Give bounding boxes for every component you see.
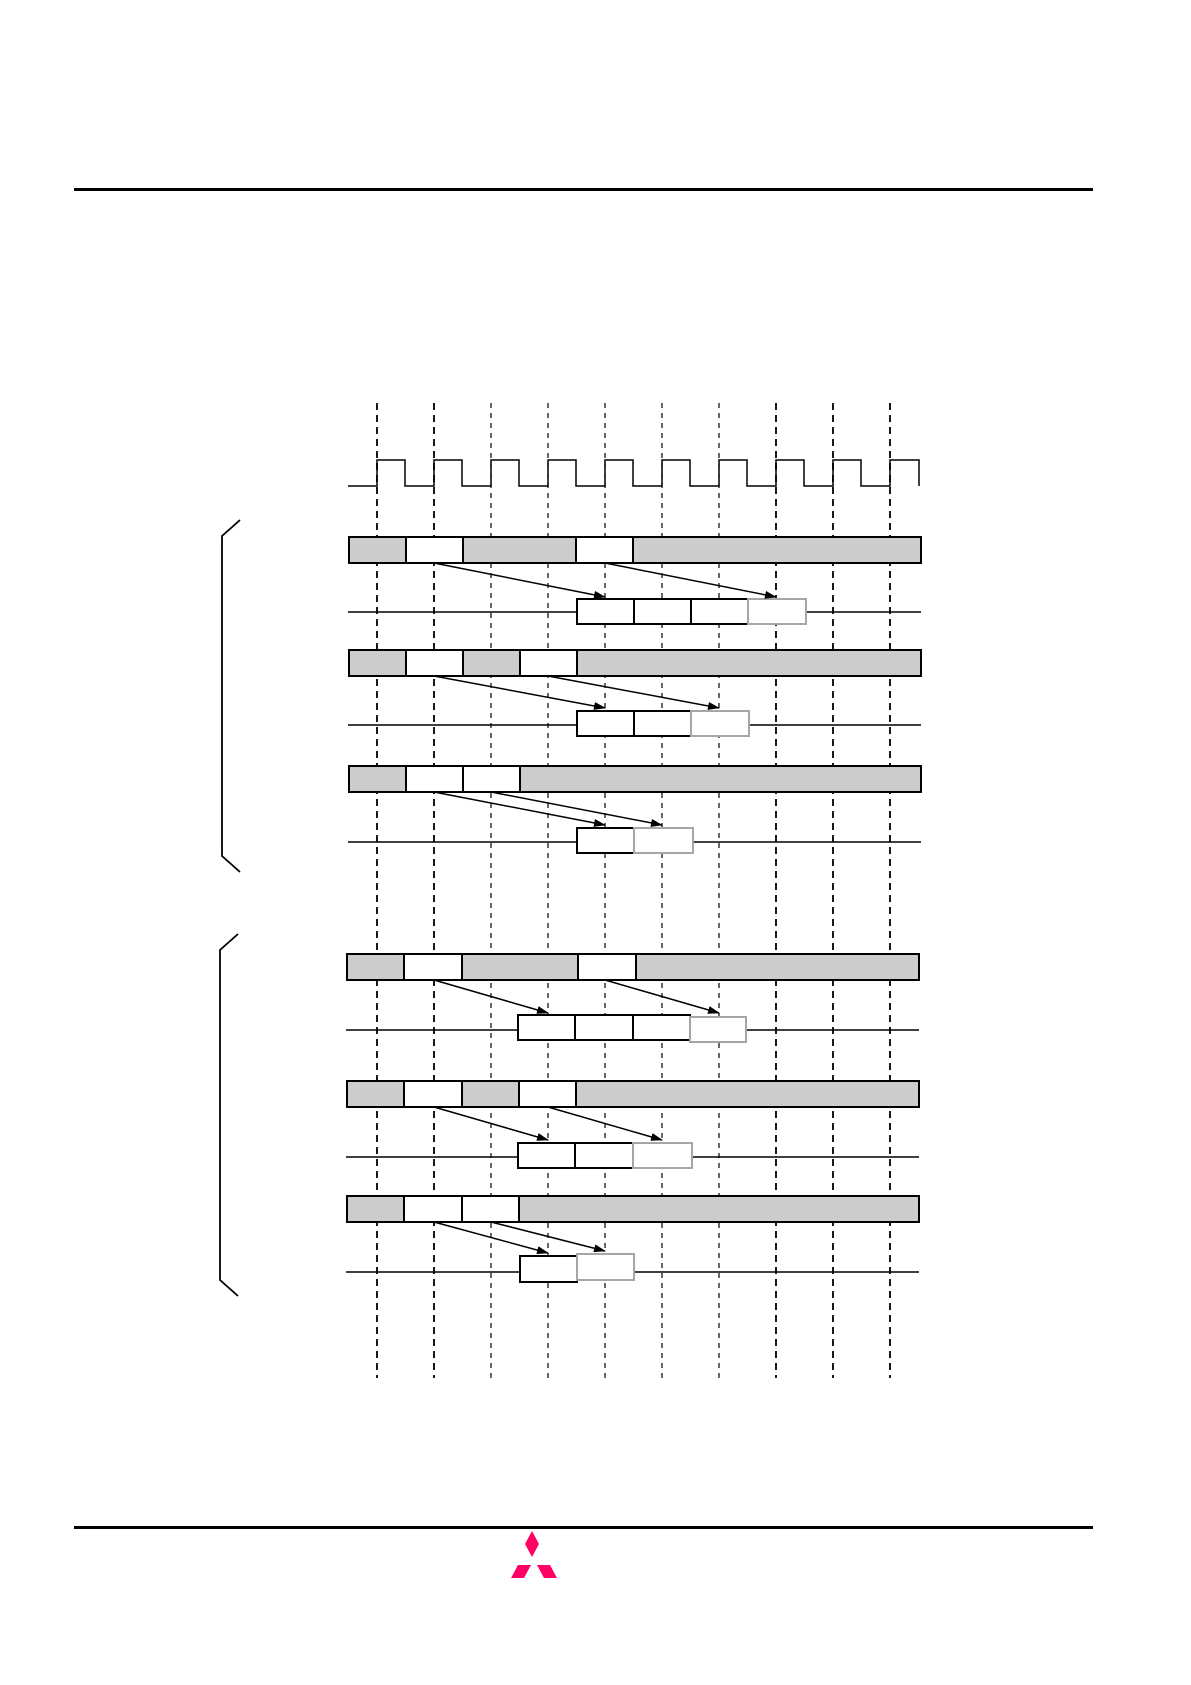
bus-segment: [404, 954, 462, 980]
group-bracket: [220, 934, 238, 1296]
bus-segment: [462, 1081, 519, 1107]
output-cell: [577, 711, 634, 736]
bus-row: [349, 766, 921, 792]
bus-segment: [349, 766, 406, 792]
output-cell: [518, 1015, 575, 1040]
three-diamond-logo-icon: [500, 1530, 564, 1586]
transfer-arrow: [434, 563, 605, 597]
group-bracket: [222, 520, 240, 872]
transfer-arrow: [548, 676, 719, 708]
output-cell: [518, 1143, 575, 1168]
bus-row: [349, 537, 921, 563]
transfer-arrow: [605, 563, 776, 597]
output-cell: [520, 1256, 577, 1282]
output-cell-faded: [748, 599, 806, 624]
bus-segment: [463, 766, 520, 792]
bus-segment: [406, 537, 463, 563]
output-cell: [633, 1015, 690, 1040]
bus-segment: [578, 954, 636, 980]
bus-segment: [349, 650, 406, 676]
output-cell: [691, 599, 748, 624]
bus-segment: [463, 650, 520, 676]
bus-segment: [636, 954, 919, 980]
output-cell: [575, 1143, 633, 1168]
clock-waveform: [348, 460, 919, 486]
bus-segment: [347, 954, 404, 980]
bus-segment: [404, 1196, 462, 1222]
bus-segment: [577, 650, 921, 676]
bus-row: [347, 1196, 919, 1222]
output-cell: [577, 599, 634, 624]
bus-segment: [406, 650, 463, 676]
bus-segment: [520, 650, 577, 676]
bus-segment: [576, 537, 633, 563]
output-cell: [577, 828, 634, 853]
output-cell: [634, 599, 691, 624]
bus-segment: [463, 537, 576, 563]
bus-segment: [519, 1081, 576, 1107]
bus-segment: [633, 537, 921, 563]
output-cell: [634, 711, 691, 736]
bus-segment: [406, 766, 463, 792]
transfer-arrow: [434, 676, 605, 708]
bus-row: [347, 1081, 919, 1107]
bus-segment: [576, 1081, 919, 1107]
output-cell-faded: [633, 1143, 692, 1168]
bus-segment: [462, 1196, 519, 1222]
bus-segment: [347, 1081, 404, 1107]
output-cell: [575, 1015, 633, 1040]
bus-row: [347, 954, 919, 980]
output-cell-faded: [577, 1254, 634, 1280]
output-cell-faded: [634, 828, 693, 853]
bus-segment: [520, 766, 921, 792]
output-cell-faded: [691, 711, 749, 736]
bus-segment: [519, 1196, 919, 1222]
bus-segment: [404, 1081, 462, 1107]
output-cell-faded: [690, 1017, 746, 1042]
bus-segment: [347, 1196, 404, 1222]
bus-row: [349, 650, 921, 676]
bus-segment: [462, 954, 578, 980]
bus-segment: [349, 537, 406, 563]
